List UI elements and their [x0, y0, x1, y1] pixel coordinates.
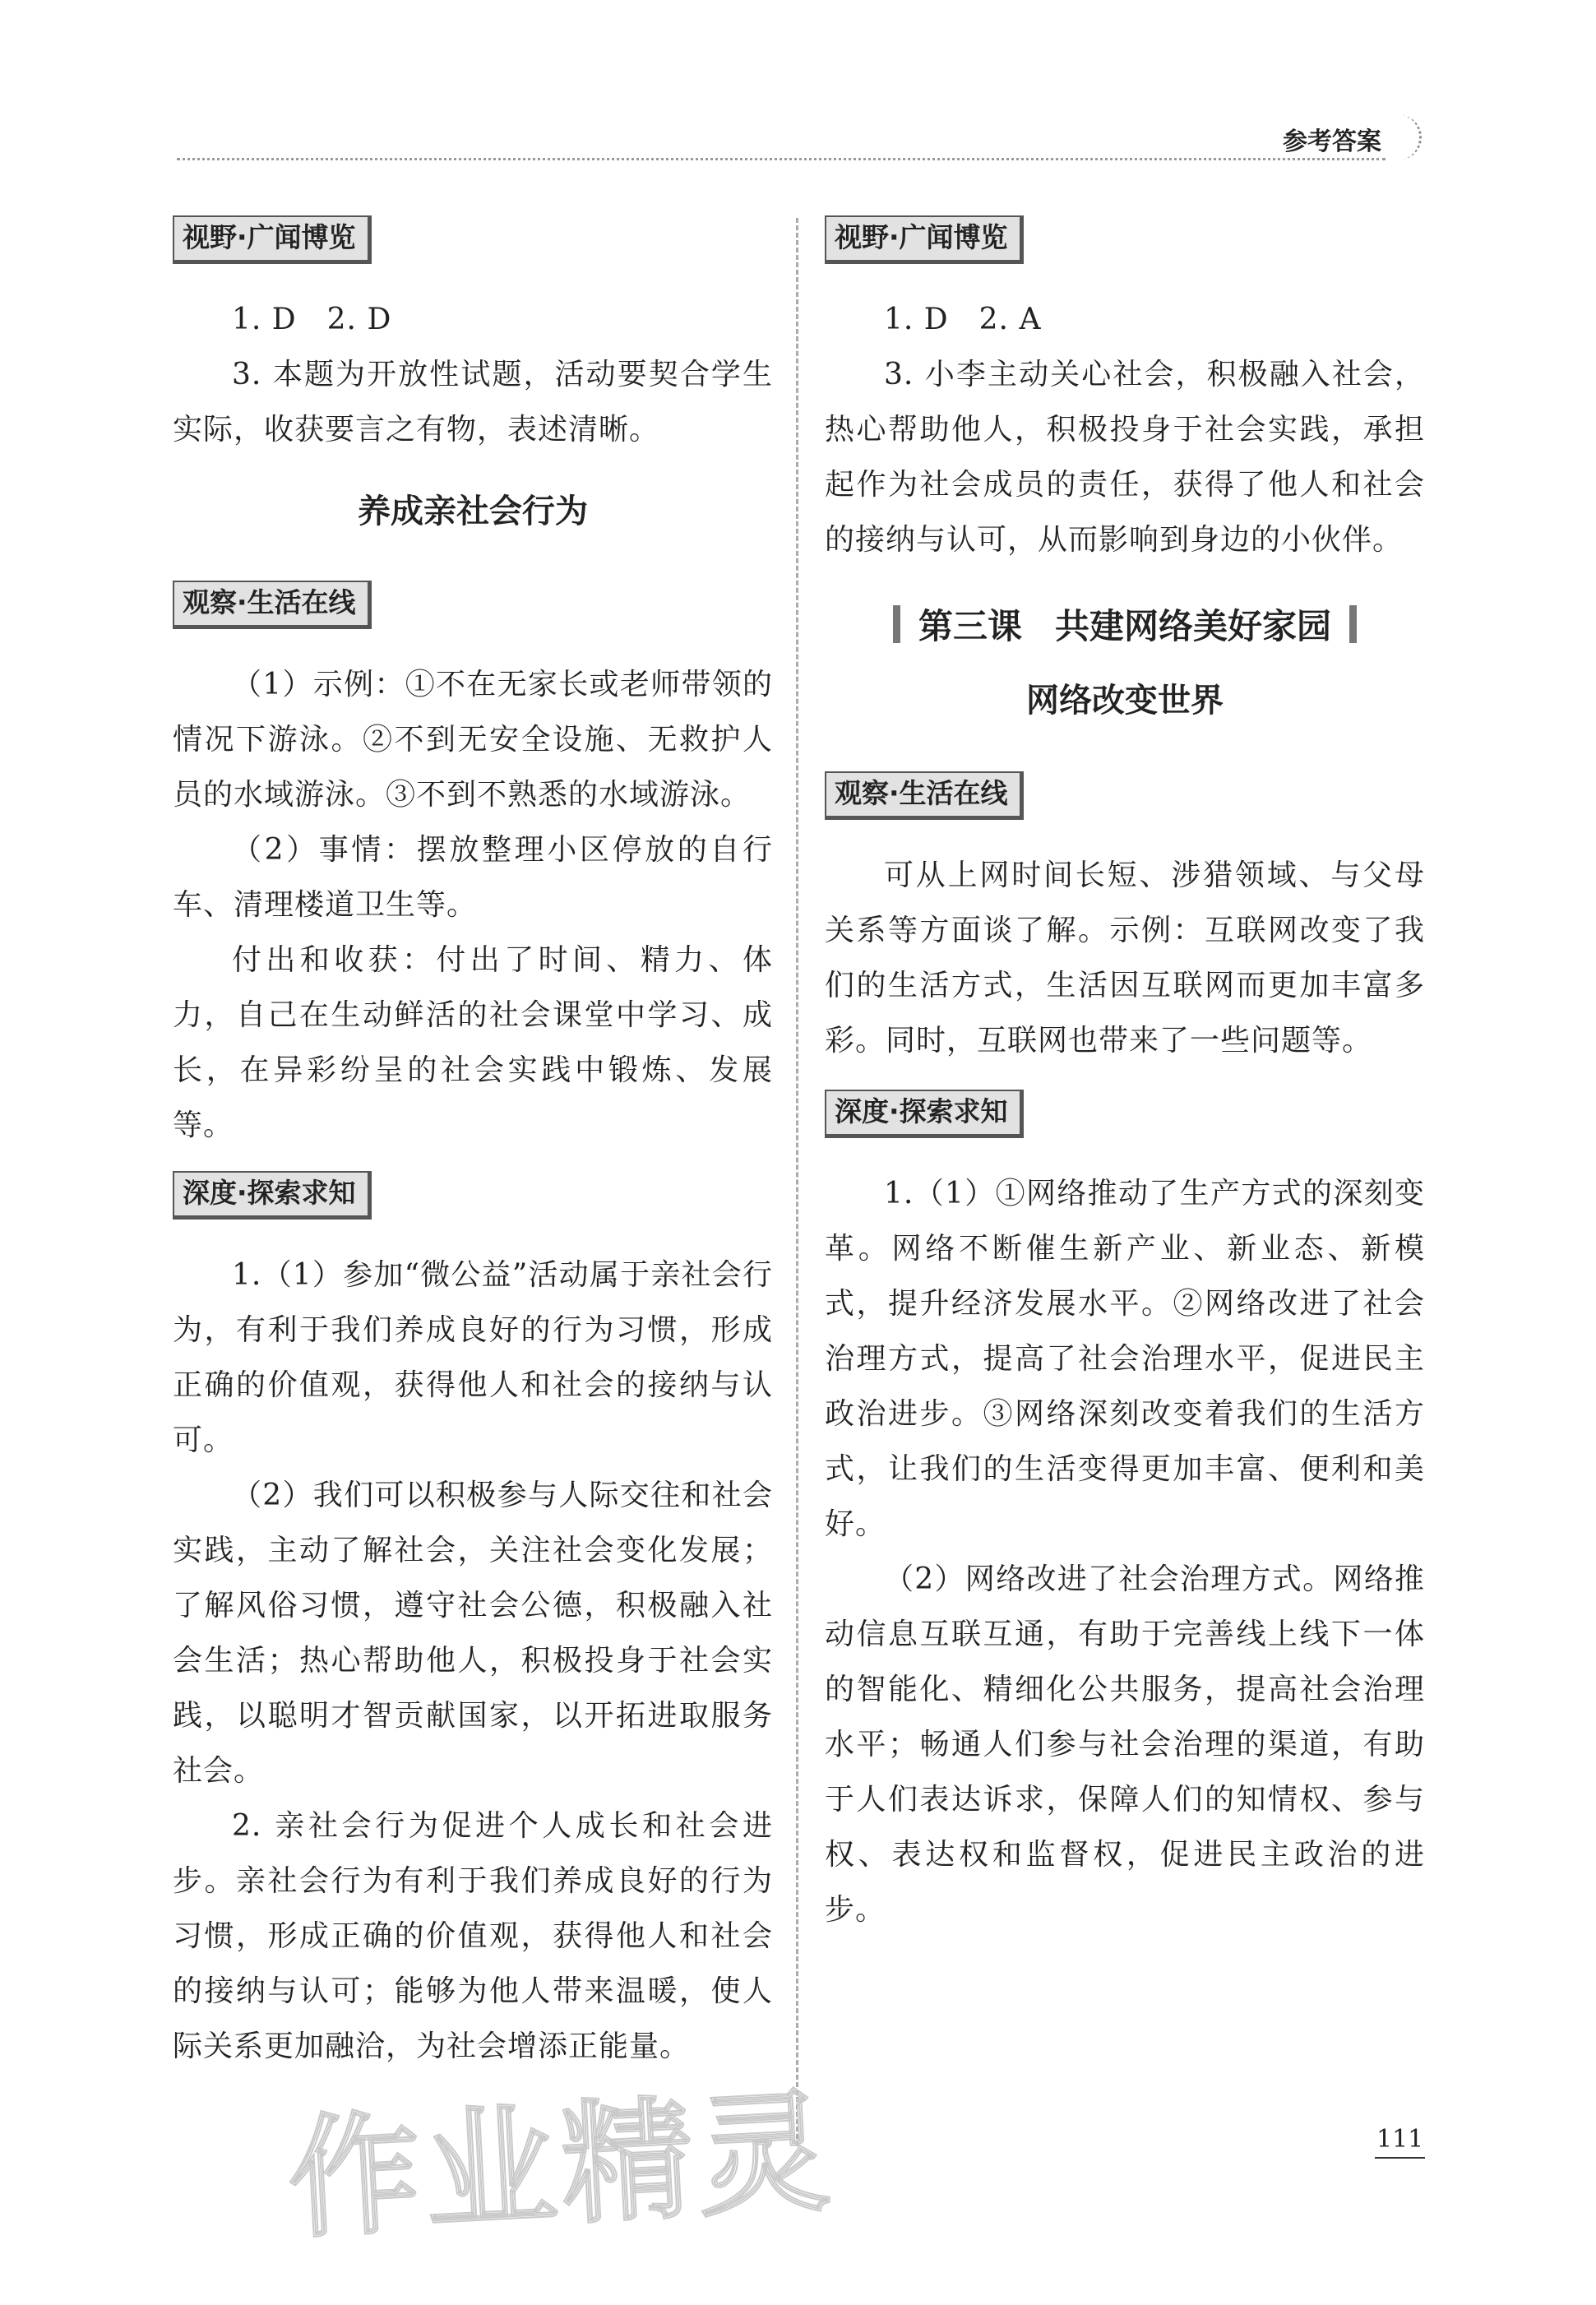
answer-paragraph: 2. 亲社会行为促进个人成长和社会进步。亲社会行为有利于我们养成良好的行为习惯，形成正确的价值观，获得他人和社会的接纳与认可；能够为他人带来温暖，使人际关系更加融洽，为社会增添正能量。 — [173, 1809, 773, 2063]
banner-bar-left — [893, 605, 900, 643]
section-tag-observe: 观察·生活在线 — [825, 771, 1024, 820]
lesson-title: 共建网络美好家园 — [1055, 606, 1332, 646]
section-tag-depth: 深度·探索求知 — [825, 1090, 1024, 1138]
header-rule — [177, 158, 1386, 160]
section-tag-observe: 观察·生活在线 — [173, 581, 372, 629]
section-tag-depth: 深度·探索求知 — [173, 1171, 372, 1220]
header-label: 参考答案 — [1283, 127, 1381, 156]
section-tag-vision: 视野·广闻博览 — [825, 215, 1024, 264]
topic-title: 养成亲社会行为 — [358, 492, 588, 530]
left-column — [173, 212, 773, 2074]
answer-paragraph: 1. D 2. D — [232, 303, 392, 336]
lesson-number: 第三课 — [918, 606, 1022, 646]
lesson-banner — [825, 602, 1425, 651]
answer-paragraph: 3. 小李主动关心社会，积极融入社会，热心帮助他人，积极投身于社会实践，承担起作为社会成员的责任，获得了他人和社会的接纳与认可，从而影响到身边的小伙伴。 — [825, 358, 1425, 557]
answer-paragraph: （2）我们可以积极参与人际交往和社会实践，主动了解社会，关注社会变化发展；了解风俗习惯，遵守社会公德，积极融入社会生活；热心帮助他人，积极投身于社会实践，以聪明才智贡献国家，以开拓进取服务社会。 — [173, 1479, 773, 1788]
answer-paragraph: 1.（1）①网络推动了生产方式的深刻变革。网络不断催生新产业、新业态、新模式，提升经济发展水平。②网络改进了社会治理方式，提高了社会治理水平，促进民主政治进步。③网络深刻改变着我们的生活方式，让我们的生活变得更加丰富、便利和美好。 — [825, 1177, 1425, 1541]
page-number: 111 — [1375, 2125, 1425, 2159]
answer-paragraph: 1. D 2. A — [884, 303, 1042, 336]
header-ornament — [1398, 115, 1422, 160]
topic-title: 网络改变世界 — [1026, 681, 1224, 720]
answer-paragraph: 3. 本题为开放性试题，活动要契合学生实际，收获要言之有物，表述清晰。 — [173, 358, 773, 447]
answer-paragraph: （2）事情：摆放整理小区停放的自行车、清理楼道卫生等。 — [173, 833, 773, 922]
section-tag-vision: 视野·广闻博览 — [173, 215, 372, 264]
answer-paragraph: （2）网络改进了社会治理方式。网络推动信息互联互通，有助于完善线上线下一体的智能化、精细化公共服务，提高社会治理水平；畅通人们参与社会治理的渠道，有助于人们表达诉求，保障人们的知情权、参与权、表达权和监督权，促进民主政治的进步。 — [825, 1562, 1425, 1927]
answer-paragraph: 1.（1）参加“微公益”活动属于亲社会行为，有利于我们养成良好的行为习惯，形成正确的价值观，获得他人和社会的接纳与认可。 — [173, 1258, 773, 1457]
right-column — [825, 212, 1425, 1937]
column-divider — [796, 218, 798, 2146]
answer-paragraph: 可从上网时间长短、涉猎领域、与父母关系等方面谈了解。示例：互联网改变了我们的生活方式，生活因互联网而更加丰富多彩。同时，互联网也带来了一些问题等。 — [825, 859, 1425, 1058]
answer-paragraph: （1）示例：①不在无家长或老师带领的情况下游泳。②不到无安全设施、无救护人员的水域游泳。③不到不熟悉的水域游泳。 — [173, 668, 773, 812]
banner-bar-right — [1349, 605, 1357, 643]
watermark: 作业精灵 — [285, 2074, 839, 2257]
answer-paragraph: 付出和收获：付出了时间、精力、体力，自己在生动鲜活的社会课堂中学习、成长，在异彩纷呈的社会实践中锻炼、发展等。 — [173, 943, 773, 1142]
